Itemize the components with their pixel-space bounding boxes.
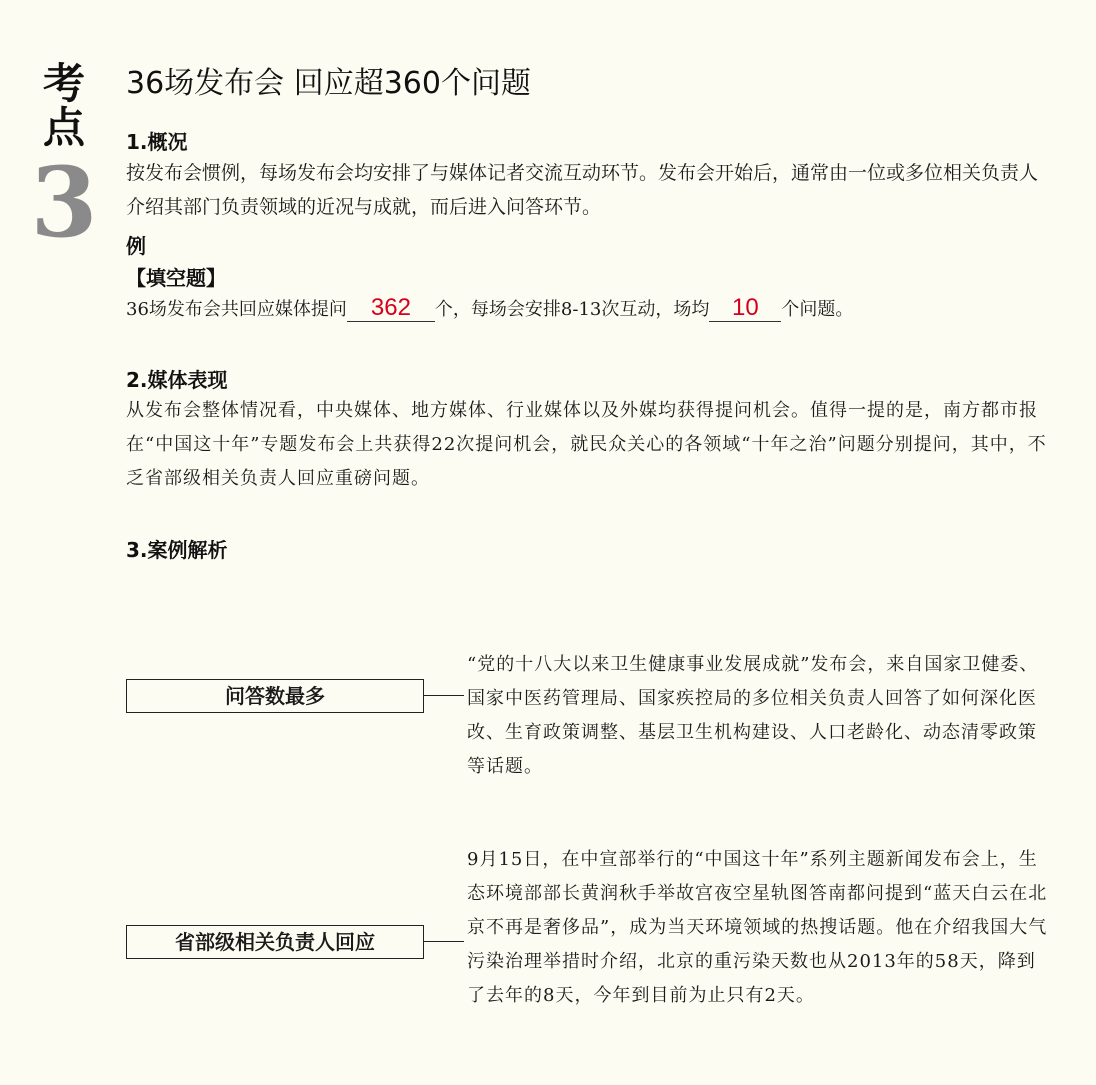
section2-heading: 2.媒体表现 — [126, 368, 228, 392]
section1-body: 按发布会惯例，每场发布会均安排了与媒体记者交流互动环节。发布会开始后，通常由一位或多位相关负责人介绍其部门负责领域的近况与成就，而后进入问答环节。 — [126, 162, 1039, 218]
fill-text-3: 个问题。 — [781, 299, 854, 320]
section2-body: 从发布会整体情况看，中央媒体、地方媒体、行业媒体以及外媒均获得提问机会。值得一提的是，南方都市报在“中国这十年”专题发布会上共获得22次提问机会，就民众关心的各领域“十年之治”问题分别提问，其中，不乏省部级相关负责人回应重磅问题。 — [126, 400, 1047, 489]
case-connector-1 — [424, 695, 464, 696]
question-type: 【填空题】 — [126, 266, 226, 290]
badge-char-1: 考 — [42, 59, 85, 108]
section3-heading: 3.案例解析 — [126, 538, 228, 562]
case-label-box-2: 省部级相关负责人回应 — [126, 925, 424, 959]
example-label: 例 — [126, 234, 146, 258]
topic-badge — [28, 59, 100, 259]
case-connector-2 — [424, 941, 464, 942]
fill-text-2: 个，每场会安排8-13次互动，场均 — [434, 299, 710, 320]
fill-in-question — [126, 294, 853, 326]
case-label-box-1: 问答数最多 — [126, 679, 424, 713]
answer-blank-2: 10 — [709, 295, 781, 322]
fill-text-1: 36场发布会共回应媒体提问 — [126, 299, 347, 320]
badge-number: 3 — [30, 146, 98, 259]
case-text-2: 9月15日，在中宣部举行的“中国这十年”系列主题新闻发布会上，生态环境部部长黄润秋手举故宫夜空星轨图答南都问提到“蓝天白云在北京不再是奢侈品”，成为当天环境领域的热搜话题。他在介绍我国大气污染治理举措时介绍，北京的重污染天数也从2013年的58天，降到了去年的8天，今年到目前为止只有2天。 — [467, 849, 1048, 1006]
case-text-1: “党的十八大以来卫生健康事业发展成就”发布会，来自国家卫健委、国家中医药管理局、国家疾控局的多位相关负责人回答了如何深化医改、生育政策调整、基层卫生机构建设、人口老龄化、动态清零政策等话题。 — [467, 654, 1039, 777]
answer-blank-1: 362 — [347, 295, 435, 322]
page-title: 36场发布会 回应超360个问题 — [126, 66, 531, 101]
section1-heading: 1.概况 — [126, 130, 188, 154]
badge-char-2: 点 — [42, 103, 85, 152]
